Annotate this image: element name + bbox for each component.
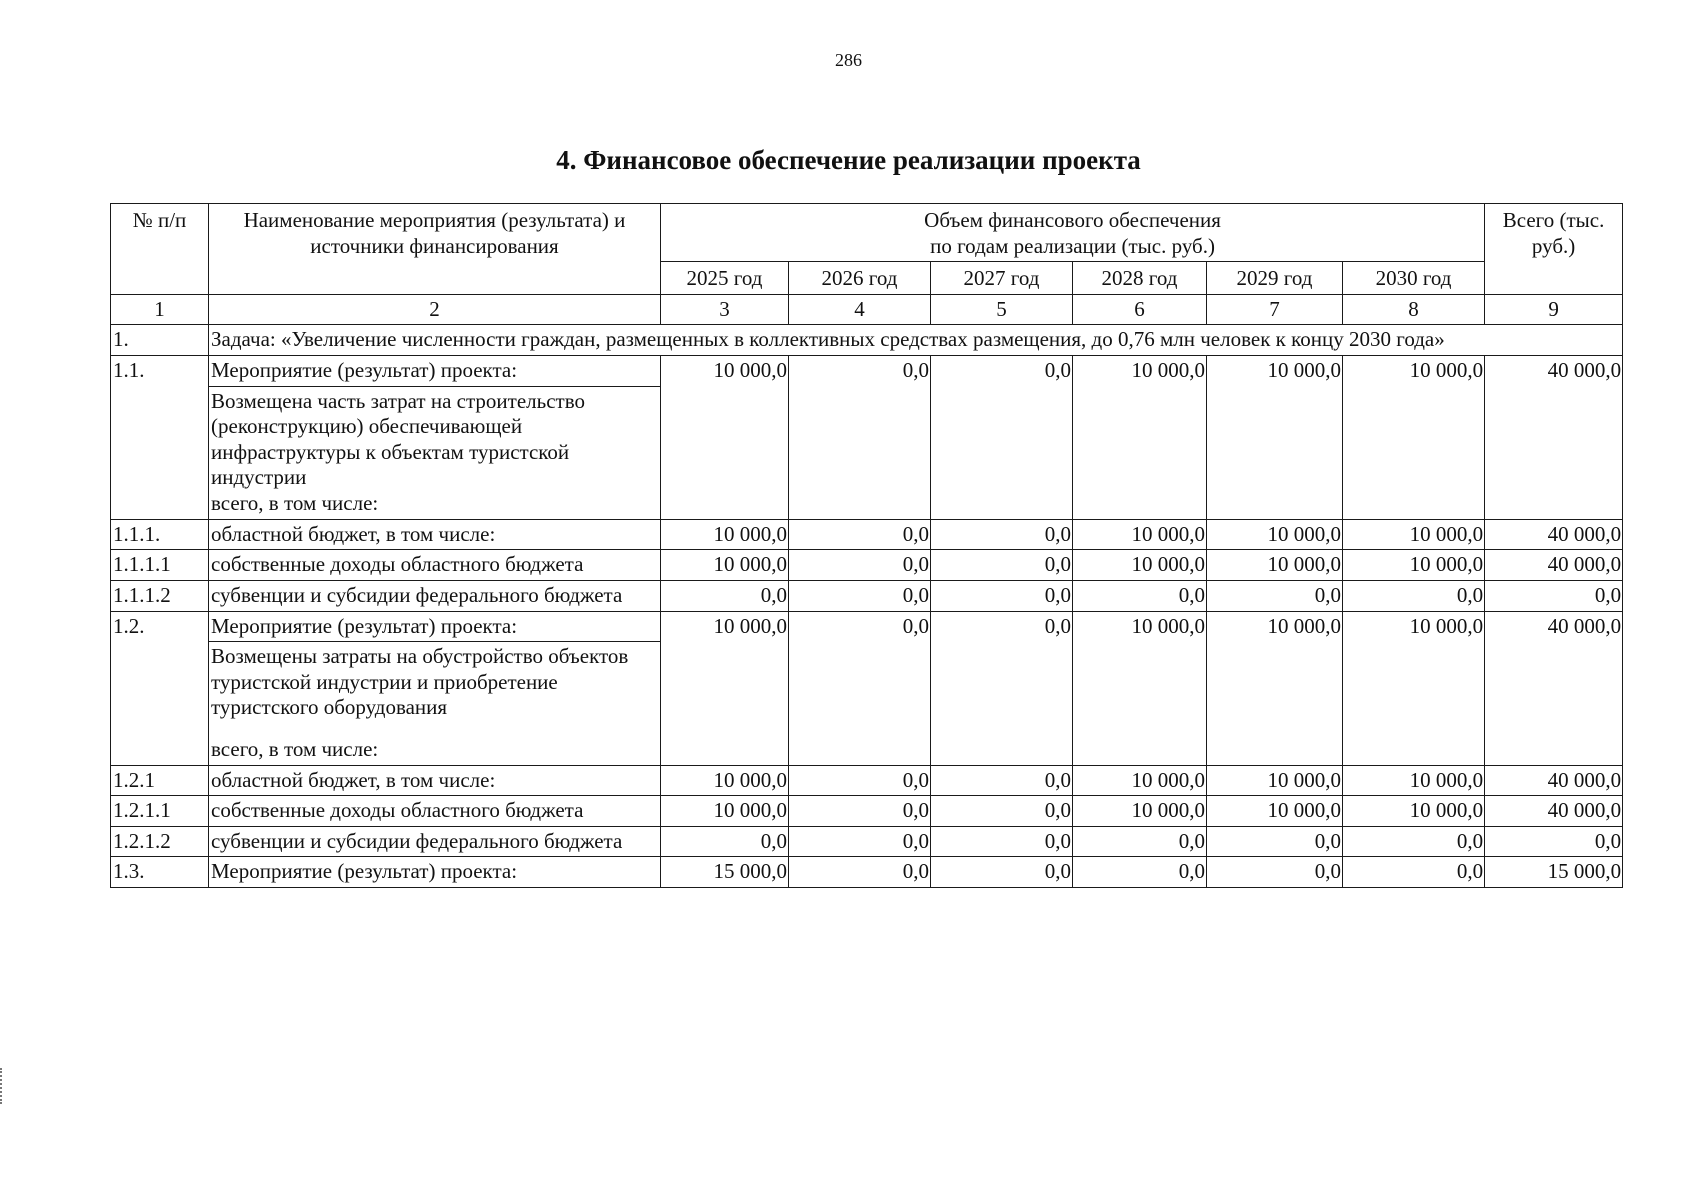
value-cell: 10 000,0	[1207, 519, 1343, 550]
value-cell: 10 000,0	[1073, 550, 1207, 581]
row-name: собственные доходы областного бюджета	[209, 550, 661, 581]
task-row	[111, 325, 1623, 356]
value-cell: 0,0	[1207, 826, 1343, 857]
page-title: 4. Финансовое обеспечение реализации проекта	[556, 145, 1141, 175]
spacer	[211, 721, 658, 737]
value-cell: 10 000,0	[1207, 765, 1343, 796]
header-row	[111, 204, 1623, 262]
value-cell: 0,0	[931, 580, 1073, 611]
row-number: 1.1.1.1	[111, 550, 209, 581]
value-cell: 15 000,0	[661, 857, 789, 888]
row-number: 1.2.1.1	[111, 796, 209, 827]
value-cell: 10 000,0	[1343, 550, 1485, 581]
index-cell: 5	[931, 294, 1073, 325]
col-header-volume	[661, 204, 1485, 262]
table-row	[111, 580, 1623, 611]
table-row	[111, 765, 1623, 796]
value-cell: 0,0	[1073, 826, 1207, 857]
row-name: собственные доходы областного бюджета	[209, 796, 661, 827]
measure-row	[111, 857, 1623, 888]
value-cell: 10 000,0	[1343, 356, 1485, 520]
row-number: 1.	[111, 325, 209, 356]
row-number: 1.1.	[111, 356, 209, 520]
index-cell: 9	[1485, 294, 1623, 325]
col-header-volume-line1: Объем финансового обеспечения	[924, 208, 1221, 232]
row-number: 1.2.1.2	[111, 826, 209, 857]
value-cell: 0,0	[931, 550, 1073, 581]
value-cell: 0,0	[661, 580, 789, 611]
index-cell: 3	[661, 294, 789, 325]
value-cell: 10 000,0	[661, 611, 789, 765]
value-cell: 0,0	[1073, 857, 1207, 888]
measure-description-text: Возмещена часть затрат на строительство (реконструкцию) обеспечивающей инфраструктуры к объектам туристской индустрии	[211, 388, 585, 490]
value-cell: 10 000,0	[661, 356, 789, 520]
measure-label: Мероприятие (результат) проекта:	[209, 611, 661, 642]
value-cell: 10 000,0	[661, 550, 789, 581]
value-cell: 0,0	[1207, 580, 1343, 611]
table-row	[111, 519, 1623, 550]
total-cell: 40 000,0	[1485, 765, 1623, 796]
index-cell: 6	[1073, 294, 1207, 325]
value-cell: 0,0	[1073, 580, 1207, 611]
measure-total-label: всего, в том числе:	[211, 736, 379, 761]
measure-description	[209, 386, 661, 519]
row-number: 1.1.1.	[111, 519, 209, 550]
value-cell: 0,0	[1343, 857, 1485, 888]
value-cell: 10 000,0	[1073, 765, 1207, 796]
total-cell: 40 000,0	[1485, 611, 1623, 765]
value-cell: 0,0	[789, 580, 931, 611]
table-row	[111, 796, 1623, 827]
total-cell: 40 000,0	[1485, 550, 1623, 581]
index-cell: 4	[789, 294, 931, 325]
value-cell: 0,0	[931, 356, 1073, 520]
value-cell: 10 000,0	[1343, 519, 1485, 550]
value-cell: 0,0	[789, 826, 931, 857]
value-cell: 10 000,0	[661, 796, 789, 827]
index-row	[111, 294, 1623, 325]
value-cell: 0,0	[789, 765, 931, 796]
col-header-volume-line2: по годам реализации (тыс. руб.)	[930, 233, 1215, 258]
table-row	[111, 550, 1623, 581]
scan-margin-marks	[0, 1068, 8, 1104]
row-name: областной бюджет, в том числе:	[209, 765, 661, 796]
total-cell: 40 000,0	[1485, 796, 1623, 827]
row-name: областной бюджет, в том числе:	[209, 519, 661, 550]
year-header: 2027 год	[931, 262, 1073, 295]
value-cell: 0,0	[931, 765, 1073, 796]
measure-row	[111, 356, 1623, 387]
row-number: 1.3.	[111, 857, 209, 888]
value-cell: 10 000,0	[1073, 519, 1207, 550]
value-cell: 0,0	[931, 796, 1073, 827]
value-cell: 0,0	[661, 826, 789, 857]
value-cell: 10 000,0	[661, 765, 789, 796]
measure-row	[111, 611, 1623, 642]
col-header-num: № п/п	[111, 204, 209, 295]
year-header: 2026 год	[789, 262, 931, 295]
measure-label: Мероприятие (результат) проекта:	[209, 356, 661, 387]
col-header-total: Всего (тыс. руб.)	[1485, 204, 1623, 295]
value-cell: 0,0	[931, 611, 1073, 765]
total-cell: 0,0	[1485, 826, 1623, 857]
value-cell: 0,0	[931, 826, 1073, 857]
value-cell: 10 000,0	[1343, 765, 1485, 796]
financing-table	[110, 203, 1623, 888]
row-number: 1.2.	[111, 611, 209, 765]
value-cell: 0,0	[789, 611, 931, 765]
value-cell: 0,0	[1207, 857, 1343, 888]
measure-description-text: Возмещены затраты на обустройство объектов туристской индустрии и приобретение туристского оборудования	[211, 644, 629, 720]
value-cell: 10 000,0	[1073, 611, 1207, 765]
task-text: Задача: «Увеличение численности граждан, размещенных в коллективных средствах размещения, до 0,76 млн человек к концу 2030 года»	[209, 325, 1623, 356]
value-cell: 10 000,0	[1207, 550, 1343, 581]
value-cell: 10 000,0	[1207, 611, 1343, 765]
total-cell: 15 000,0	[1485, 857, 1623, 888]
year-header: 2029 год	[1207, 262, 1343, 295]
row-name: субвенции и субсидии федерального бюджета	[209, 580, 661, 611]
index-cell: 7	[1207, 294, 1343, 325]
value-cell: 0,0	[789, 550, 931, 581]
row-number: 1.2.1	[111, 765, 209, 796]
value-cell: 10 000,0	[1073, 356, 1207, 520]
table-row	[111, 826, 1623, 857]
total-cell: 40 000,0	[1485, 519, 1623, 550]
total-cell: 0,0	[1485, 580, 1623, 611]
index-cell: 8	[1343, 294, 1485, 325]
value-cell: 0,0	[789, 857, 931, 888]
value-cell: 0,0	[1343, 580, 1485, 611]
row-number: 1.1.1.2	[111, 580, 209, 611]
measure-description	[209, 642, 661, 765]
page-number: 286	[835, 50, 862, 70]
row-name: субвенции и субсидии федерального бюджета	[209, 826, 661, 857]
value-cell: 0,0	[789, 519, 931, 550]
value-cell: 10 000,0	[1073, 796, 1207, 827]
value-cell: 10 000,0	[1207, 796, 1343, 827]
value-cell: 0,0	[789, 356, 931, 520]
value-cell: 10 000,0	[1343, 611, 1485, 765]
value-cell: 10 000,0	[1207, 356, 1343, 520]
index-cell: 2	[209, 294, 661, 325]
year-header: 2025 год	[661, 262, 789, 295]
index-cell: 1	[111, 294, 209, 325]
value-cell: 0,0	[931, 519, 1073, 550]
value-cell: 0,0	[931, 857, 1073, 888]
value-cell: 10 000,0	[1343, 796, 1485, 827]
value-cell: 0,0	[1343, 826, 1485, 857]
total-cell: 40 000,0	[1485, 356, 1623, 520]
col-header-name: Наименование мероприятия (результата) и источники финансирования	[209, 204, 661, 295]
value-cell: 0,0	[789, 796, 931, 827]
measure-label: Мероприятие (результат) проекта:	[209, 857, 661, 888]
year-header: 2028 год	[1073, 262, 1207, 295]
year-header: 2030 год	[1343, 262, 1485, 295]
measure-total-label: всего, в том числе:	[211, 491, 379, 516]
value-cell: 10 000,0	[661, 519, 789, 550]
